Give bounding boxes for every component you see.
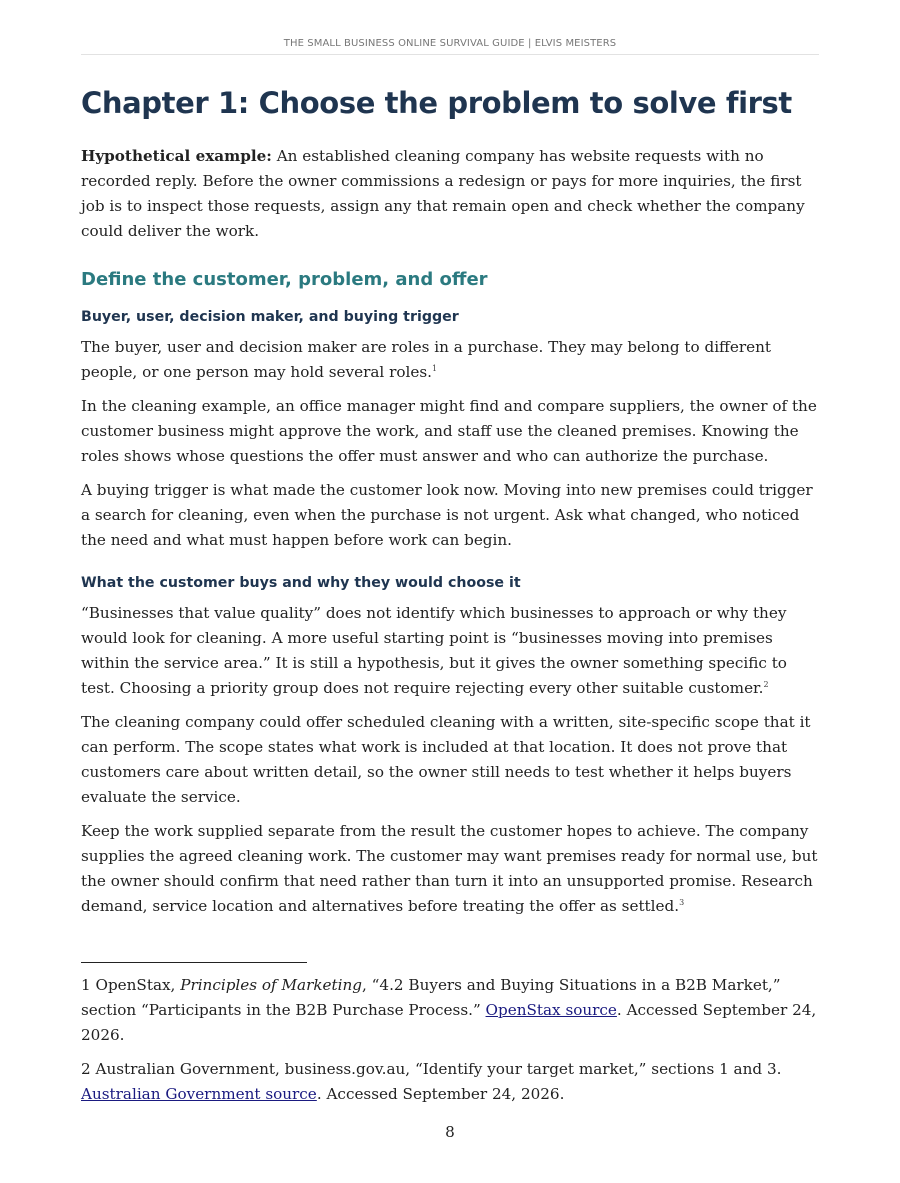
subsection-heading-offer: What the customer buys and why they would choose it [81,575,521,591]
subsection-heading-roles: Buyer, user, decision maker, and buying trigger [81,309,459,325]
footnote-1-mid: , “4.2 Buyers and Buying Situations in a B2B Market,” section “Participants in the B2B Purchase Process.” [81,976,781,1019]
footnote-2-link[interactable]: Australian Government source [81,1085,317,1103]
running-header: THE SMALL BUSINESS ONLINE SURVIVAL GUIDE | ELVIS MEISTERS [81,38,819,55]
intro-text: An established cleaning company has website requests with no recorded reply. Before the owner commissions a redesign or pays for more inquiries, the first job is to inspect those requests, assign any that remain open and check whether the company could deliver the work. [81,147,805,240]
paragraph-priority-group [81,601,819,701]
section-heading: Define the customer, problem, and offer [81,269,488,290]
paragraph-roles [81,335,819,385]
page-content [81,84,819,1116]
page-number: 8 [445,1123,455,1141]
paragraph-roles-text: The buyer, user and decision maker are roles in a purchase. They may belong to different people, or one person may hold several roles. [81,338,771,381]
footnote-1-link[interactable]: OpenStax source [485,1001,617,1019]
paragraph-cleaning-example: In the cleaning example, an office manager might find and compare suppliers, the owner of the customer business might approve the work, and staff use the cleaned premises. Knowing the roles shows whose questions the offer must answer and who can authorize the purchase. [81,397,817,465]
footnote-divider [81,962,307,963]
chapter-title: Chapter 1: Choose the problem to solve first [81,86,792,120]
footnote-ref-1[interactable]: 1 [431,363,438,373]
footnote-2-post: . Accessed September 24, 2026. [316,1085,565,1103]
footnote-ref-3[interactable]: 3 [679,897,685,907]
paragraph-work-vs-result [81,819,819,919]
paragraph-work-vs-result-text: Keep the work supplied separate from the result the customer hopes to achieve. The company supplies the agreed cleaning work. The customer may want premises ready for normal use, but the owner should confirm that need rather than turn it into an unsupported promise. Research demand, service location and alternatives before treating the offer as settled. [81,822,818,915]
footnote-2 [81,1057,819,1107]
footnote-2-pre: 2 Australian Government, business.gov.au, “Identify your target market,” sections 1 and 3. [81,1060,782,1078]
paragraph-scope: The cleaning company could offer scheduled cleaning with a written, site-specific scope that it can perform. The scope states what work is included at that location. It does not prove that customers care about written detail, so the owner still needs to test whether it helps buyers evaluate the service. [81,713,811,806]
footnote-1-title: Principles of Marketing [180,976,363,994]
footnote-ref-2[interactable]: 2 [763,679,769,689]
paragraph-buying-trigger: A buying trigger is what made the customer look now. Moving into new premises could trigger a search for cleaning, even when the purchase is not urgent. Ask what changed, who noticed the need and what must happen before work can begin. [81,481,813,549]
footnote-1-pre: 1 OpenStax, [81,976,181,994]
paragraph-priority-group-text: “Businesses that value quality” does not identify which businesses to approach or why they would look for cleaning. A more useful starting point is “businesses moving into premises within the service area.” It is still a hypothesis, but it gives the owner something specific to test. Choosing a priority group does not require rejecting every other suitable customer. [81,604,787,697]
footnote-1-post: . Accessed September 24, 2026. [81,1001,817,1044]
intro-paragraph [81,144,819,244]
intro-label: Hypothetical example: [81,147,272,165]
footnote-1 [81,973,819,1048]
